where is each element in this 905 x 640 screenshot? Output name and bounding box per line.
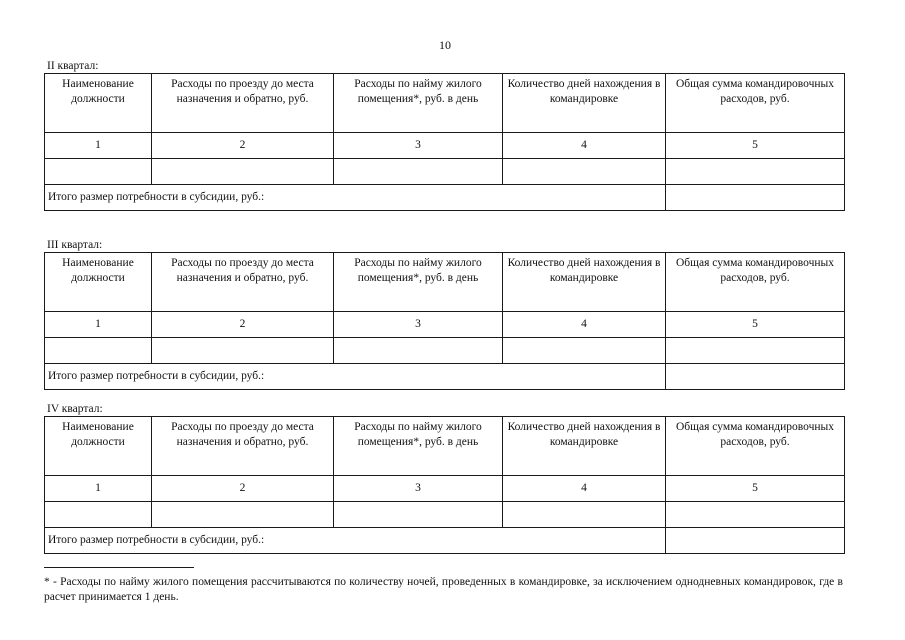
expense-table [44,416,845,554]
column-number: 4 [503,133,666,159]
column-number: 2 [152,312,334,338]
col-header-housing-costs: Расходы по найму жилого помещения*, руб. в день [334,74,503,133]
col-header-days: Количество дней нахождения в командировке [503,74,666,133]
empty-cell [503,502,666,528]
footnote-divider [44,567,194,568]
section-label: III квартал: [47,239,103,251]
total-label: Итого размер потребности в субсидии, руб.: [45,364,666,390]
col-header-housing-costs: Расходы по найму жилого помещения*, руб. в день [334,253,503,312]
col-header-days: Количество дней нахождения в командировке [503,253,666,312]
empty-cell [666,159,845,185]
column-number: 3 [334,312,503,338]
total-value-cell [666,185,845,211]
column-number: 3 [334,476,503,502]
column-number: 1 [45,133,152,159]
total-value-cell [666,364,845,390]
column-number: 2 [152,133,334,159]
total-row [45,364,845,390]
section-label: II квартал: [47,60,99,72]
empty-cell [152,502,334,528]
table-header-row [45,417,845,476]
empty-cell [152,338,334,364]
col-header-position: Наименование должности [45,253,152,312]
col-header-position: Наименование должности [45,417,152,476]
col-header-travel-costs: Расходы по проезду до места назначения и обратно, руб. [152,417,334,476]
col-header-total-sum: Общая сумма командировочных расходов, руб. [666,253,845,312]
col-header-housing-costs: Расходы по найму жилого помещения*, руб. в день [334,417,503,476]
column-number: 1 [45,312,152,338]
empty-cell [334,338,503,364]
column-number: 5 [666,312,845,338]
col-header-travel-costs: Расходы по проезду до места назначения и обратно, руб. [152,253,334,312]
column-number: 5 [666,133,845,159]
empty-cell [152,159,334,185]
table-row [45,338,845,364]
column-number: 4 [503,312,666,338]
table-header-row [45,253,845,312]
col-header-travel-costs: Расходы по проезду до места назначения и обратно, руб. [152,74,334,133]
column-number: 1 [45,476,152,502]
expense-table [44,73,845,211]
empty-cell [503,338,666,364]
total-label: Итого размер потребности в субсидии, руб.: [45,185,666,211]
page-number: 10 [439,38,451,52]
column-number-row [45,133,845,159]
empty-cell [666,502,845,528]
column-number-row [45,312,845,338]
total-row [45,528,845,554]
empty-cell [45,502,152,528]
column-number: 4 [503,476,666,502]
footnote: * - Расходы по найму жилого помещения рассчитываются по количеству ночей, проведенных в командировке, за исключением однодневных командировок, где в расчет принимается 1 день. [44,576,843,603]
column-number: 3 [334,133,503,159]
column-number-row [45,476,845,502]
col-header-days: Количество дней нахождения в командировке [503,417,666,476]
empty-cell [666,338,845,364]
total-label: Итого размер потребности в субсидии, руб.: [45,528,666,554]
expense-table [44,252,845,390]
empty-cell [334,159,503,185]
empty-cell [503,159,666,185]
col-header-total-sum: Общая сумма командировочных расходов, руб. [666,417,845,476]
col-header-total-sum: Общая сумма командировочных расходов, руб. [666,74,845,133]
section-label: IV квартал: [47,403,103,415]
empty-cell [334,502,503,528]
col-header-position: Наименование должности [45,74,152,133]
total-row [45,185,845,211]
column-number: 2 [152,476,334,502]
empty-cell [45,159,152,185]
column-number: 5 [666,476,845,502]
total-value-cell [666,528,845,554]
table-header-row [45,74,845,133]
table-row [45,502,845,528]
empty-cell [45,338,152,364]
table-row [45,159,845,185]
